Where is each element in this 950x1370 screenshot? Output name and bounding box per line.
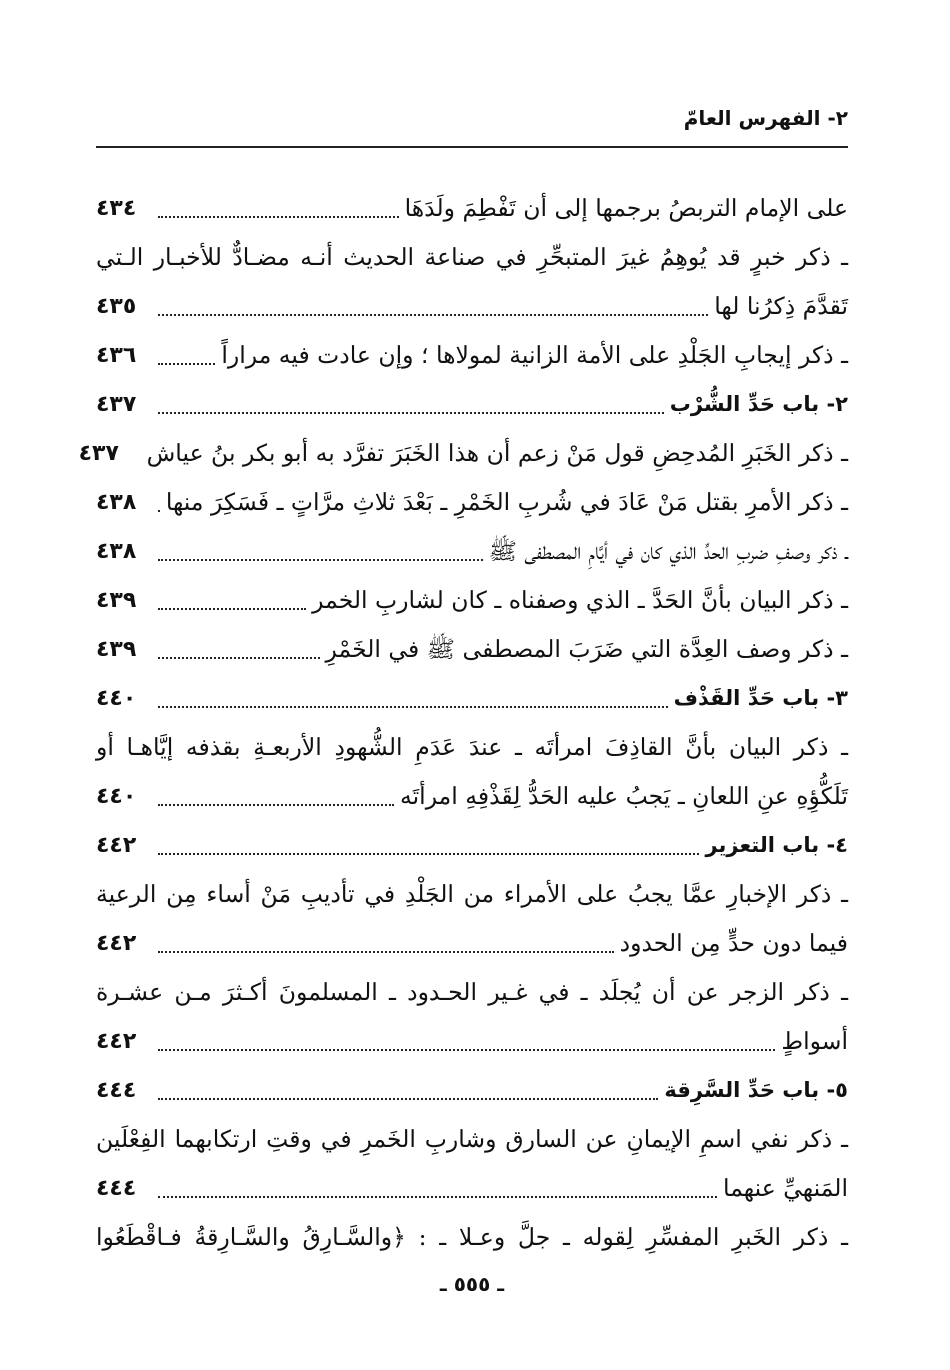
dot-leader [158, 606, 306, 610]
entry-text: تَلَكُّؤِهِ عنِ اللعانِ ـ يَجبُ عليه الحَدُّ لِقَذْفِهِ امرأتَه [400, 782, 848, 810]
entry-text: تَقدَّمَ ذِكرُنا لها [714, 292, 848, 320]
entry-page-number: ٤٤٠ [96, 784, 137, 809]
dot-leader [158, 704, 668, 708]
section-heading-row [96, 380, 848, 429]
index-entry-row [96, 1164, 848, 1213]
index-entry-row [96, 625, 848, 674]
index-entry-row [96, 184, 848, 233]
entry-page-number: ٤٤٠ [96, 686, 137, 711]
entry-text: ـ ذكر البيان بأنَّ الحَدَّ ـ الذي وصفناه ـ كان لشاربِ الخمر [312, 586, 848, 614]
index-entry-row [96, 1017, 848, 1066]
entry-text: ـ ذكر الزجر عن أن يُجلَد ـ في غـير الحـدود ـ المسلمونَ أكـثرَ مـن عشـرة [96, 978, 848, 1006]
dot-leader [158, 508, 160, 512]
index-entry-row [96, 723, 848, 772]
index-entries [78, 184, 848, 1262]
index-entry-row [78, 429, 848, 478]
index-entry-row [96, 478, 848, 527]
entry-page-number: ٤٣٦ [96, 343, 137, 368]
entry-text: المَنهيِّ عنهما [723, 1174, 848, 1202]
entry-text: ـ ذكر خبرٍ قد يُوهِمُ غيرَ المتبحِّرِ في صناعة الحديث أنـه مضـادٌّ للأخبـار الـتي [96, 243, 848, 271]
entry-page-number: ٤٤٢ [96, 833, 137, 858]
index-page [78, 100, 848, 1340]
page-number: ـ ٥٥٥ ـ [439, 1272, 505, 1296]
dot-leader [158, 1047, 775, 1051]
section-heading-text: ٢- باب حَدِّ الشُّرْب [669, 392, 848, 416]
entry-text: ـ ذكر الأمرِ بقتل مَنْ عَادَ في شُربِ الخَمْرِ ـ بَعْدَ ثلاثِ مرَّاتٍ ـ فَسَكِرَ منها [165, 488, 848, 516]
index-entry-row [96, 331, 848, 380]
index-entry-row [96, 576, 848, 625]
entry-text: ـ ذكر الخَبرِ المفسِّرِ لِقوله ـ جلَّ وعـلا ـ : ﴿والسَّـارِقُ والسَّـارِقةُ فـاقْطَعُوا [96, 1223, 848, 1251]
dot-leader [158, 949, 614, 953]
entry-text: فيما دون حدٍّ مِن الحدود [619, 929, 848, 957]
section-heading-text: ٣- باب حَدِّ القَذْف [673, 686, 848, 710]
entry-text: ـ ذكر نفي اسمِ الإيمانِ عن السارق وشاربِ الخَمرِ في وقتِ ارتكابهما الفِعْلَين [96, 1125, 848, 1153]
section-heading-text: ٥- باب حَدِّ السَّرِقة [664, 1078, 848, 1102]
dot-leader [158, 1096, 658, 1100]
entry-text: على الإمام التربصُ برجمها إلى أن تَفْطِمَ ولَدَهَا [404, 194, 848, 222]
entry-page-number: ٤٣٧ [96, 392, 137, 417]
running-head: ٢- الفهرس العامّ [683, 106, 848, 130]
dot-leader [158, 802, 394, 806]
dot-leader [158, 312, 708, 316]
index-entry-row [96, 1213, 848, 1262]
index-entry-row [96, 870, 848, 919]
entry-page-number: ٤٣٤ [96, 196, 137, 221]
entry-text: ـ ذكر وصفِ ضربِ الحدِّ الذي كان في أيَّامِ المصطفى ﷺ [488, 537, 848, 565]
entry-text: ـ ذكر وصف العِدَّة التي ضَرَبَ المصطفى ﷺ في الخَمْرِ [325, 635, 848, 663]
entry-text: ـ ذكر إيجابِ الجَلْدِ على الأمة الزانية لمولاها ؛ وإن عادت فيه مراراً [221, 341, 848, 369]
dot-leader [158, 1194, 717, 1198]
entry-page-number: ٤٣٩ [96, 637, 137, 662]
entry-page-number: ٤٤٢ [96, 931, 137, 956]
dot-leader [158, 214, 399, 218]
section-heading-row [96, 1066, 848, 1115]
section-heading-row [96, 821, 848, 870]
entry-text: ـ ذكر الخَبَرِ المُدحِضِ قول مَنْ زعم أن هذا الخَبَرَ تفرَّد به أبو بكر بنُ عياش [146, 439, 848, 467]
dot-leader [158, 655, 320, 659]
header-rule [96, 146, 848, 148]
entry-text: أسواطٍ [781, 1027, 848, 1055]
entry-page-number: ٤٣٧ [78, 441, 119, 466]
dot-leader [158, 557, 483, 561]
entry-text: ـ ذكر الإخبارِ عمَّا يجبُ على الأمراء من الجَلْدِ في تأديبِ مَنْ أساء مِن الرعية [96, 880, 848, 908]
dot-leader [158, 851, 699, 855]
entry-page-number: ٤٤٤ [96, 1176, 137, 1201]
entry-page-number: ٤٣٨ [96, 490, 137, 515]
index-entry-row [96, 527, 848, 576]
index-entry-row [96, 233, 848, 282]
dot-leader [158, 361, 215, 365]
entry-text: ـ ذكر البيان بأنَّ القاذِفَ امرأتَه ـ عندَ عَدَمِ الشُّهودِ الأربعـةِ بقذفه إيَّاهـا أو [96, 733, 848, 761]
entry-page-number: ٤٣٥ [96, 294, 137, 319]
entry-page-number: ٤٣٨ [96, 539, 137, 564]
entry-page-number: ٤٤٤ [96, 1078, 137, 1103]
index-entry-row [96, 772, 848, 821]
index-entry-row [96, 1115, 848, 1164]
dot-leader [158, 410, 664, 414]
entry-page-number: ٤٣٩ [96, 588, 137, 613]
index-entry-row [96, 282, 848, 331]
section-heading-text: ٤- باب التعزير [705, 833, 848, 857]
index-entry-row [96, 968, 848, 1017]
entry-page-number: ٤٤٢ [96, 1029, 137, 1054]
index-entry-row [96, 919, 848, 968]
section-heading-row [96, 674, 848, 723]
